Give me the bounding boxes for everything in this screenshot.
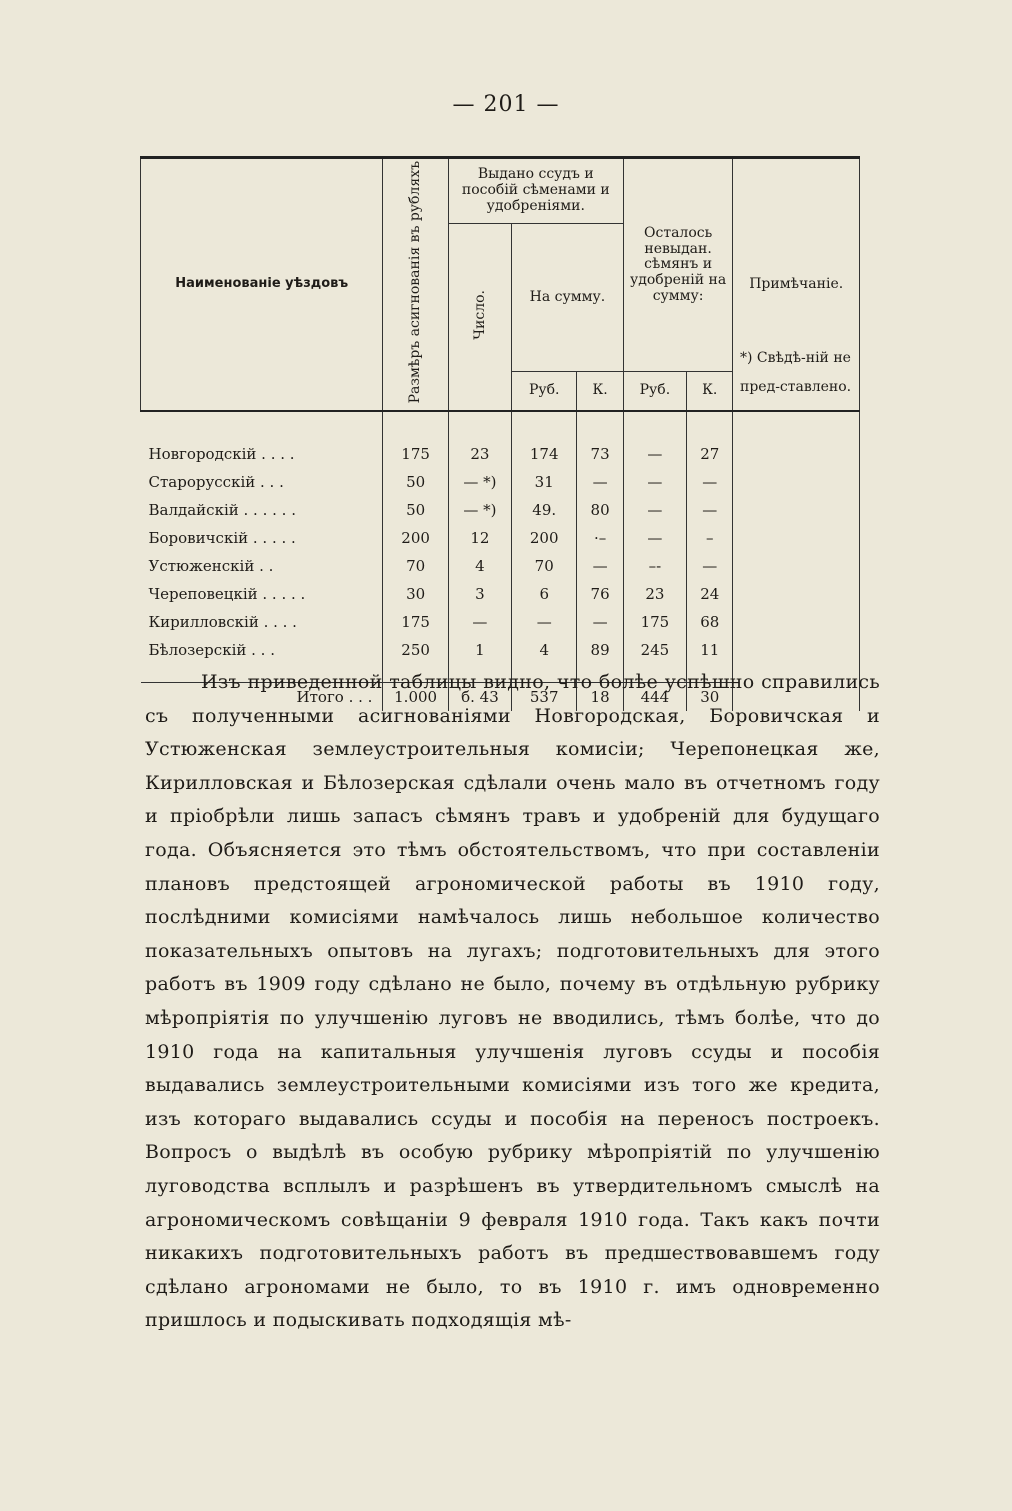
allocation-table bbox=[140, 156, 860, 711]
table-row: Валдайскій . . . . . . 50 — *) 49. 80 — — bbox=[141, 496, 860, 524]
table-row: Череповецкій . . . . . 30 3 6 76 23 24 bbox=[141, 580, 860, 608]
header-count: Число. bbox=[448, 224, 511, 412]
header-kop: К. bbox=[577, 372, 623, 412]
header-rem-rub: Руб. bbox=[623, 372, 686, 412]
header-sum: На сумму. bbox=[512, 224, 624, 372]
total-row: Итого . . . 1.000 б. 43 537 18 444 30 bbox=[141, 683, 860, 712]
body-paragraph: Изъ приведенной таблицы видно, что болѣе успѣшно справились съ полученными асигнованіями Новгородская, Боровичская и Устюженская землеустроительныя комисіи; Черепонецкая же, Кирилловская и Бѣлозерская сдѣлали очень мало въ отчетномъ году и пріобрѣли лишь запасъ сѣмянъ травъ и удобреній для будущаго года. Объясняется это тѣмъ обстоятельствомъ, что при составленіи плановъ предстоящей агрономической работы въ 1910 году, послѣдними комисіями намѣчалось лишь небольшое количество показательныхъ опытовъ на лугахъ; подготовительныхъ для этого работъ въ 1909 году сдѣлано не было, почему въ отдѣльную рубрику мѣропріятія по улучшенію луговъ не вводились, тѣмъ болѣе, что до 1910 года на капитальныя улучшенія луговъ ссуды и пособія выдавались землеустроительными комисіями изъ того же кредита, изъ котораго выдавались ссуды и пособія на переносъ построекъ. Вопросъ о выдѣлѣ въ особую рубрику мѣропріятій по улучшенію луговодства всплылъ и разрѣшенъ въ утвердительномъ смыслѣ на агрономическомъ совѣщаніи 9 февраля 1910 года. Такъ какъ почти никакихъ подготовительныхъ работъ въ предшествовавшемъ году сдѣлано агрономами не было, то въ 1910 г. имъ одновременно пришлось и подыскивать подходящія мѣ- bbox=[145, 671, 880, 1332]
header-issued: Выдано ссудъ и пособій сѣменами и удобреніями. bbox=[448, 158, 623, 224]
header-remaining: Осталось невыдан. сѣмянъ и удобреній на сумму: bbox=[623, 158, 733, 372]
table-row: Боровичскій . . . . . 200 12 200 ·– — – bbox=[141, 524, 860, 552]
header-size: Размѣръ асигнованія въ рубляхъ bbox=[383, 158, 448, 412]
note-text: *) Свѣдѣ-ній не пред-ставлено. bbox=[740, 350, 852, 395]
table-row: Бѣлозерскій . . . 250 1 4 89 245 11 bbox=[141, 636, 860, 664]
header-note: Примѣчаніе. bbox=[733, 158, 860, 412]
table-row: Старорусскій . . . 50 — *) 31 — — — bbox=[141, 468, 860, 496]
table-row: Кирилловскій . . . . 175 — — — 175 68 bbox=[141, 608, 860, 636]
header-rem-kop: К. bbox=[687, 372, 733, 412]
total-label: Итого . . . bbox=[141, 683, 383, 712]
header-name: Наименованіе уѣздовъ bbox=[141, 158, 383, 412]
header-rub: Руб. bbox=[512, 372, 577, 412]
page-number: — 201 — bbox=[452, 92, 560, 117]
table-row: Устюженскій . . 70 4 70 — –- — bbox=[141, 552, 860, 580]
table-row: Новгородскій . . . . 175 23 174 73 — 27 bbox=[141, 440, 860, 468]
results-table bbox=[140, 156, 876, 711]
